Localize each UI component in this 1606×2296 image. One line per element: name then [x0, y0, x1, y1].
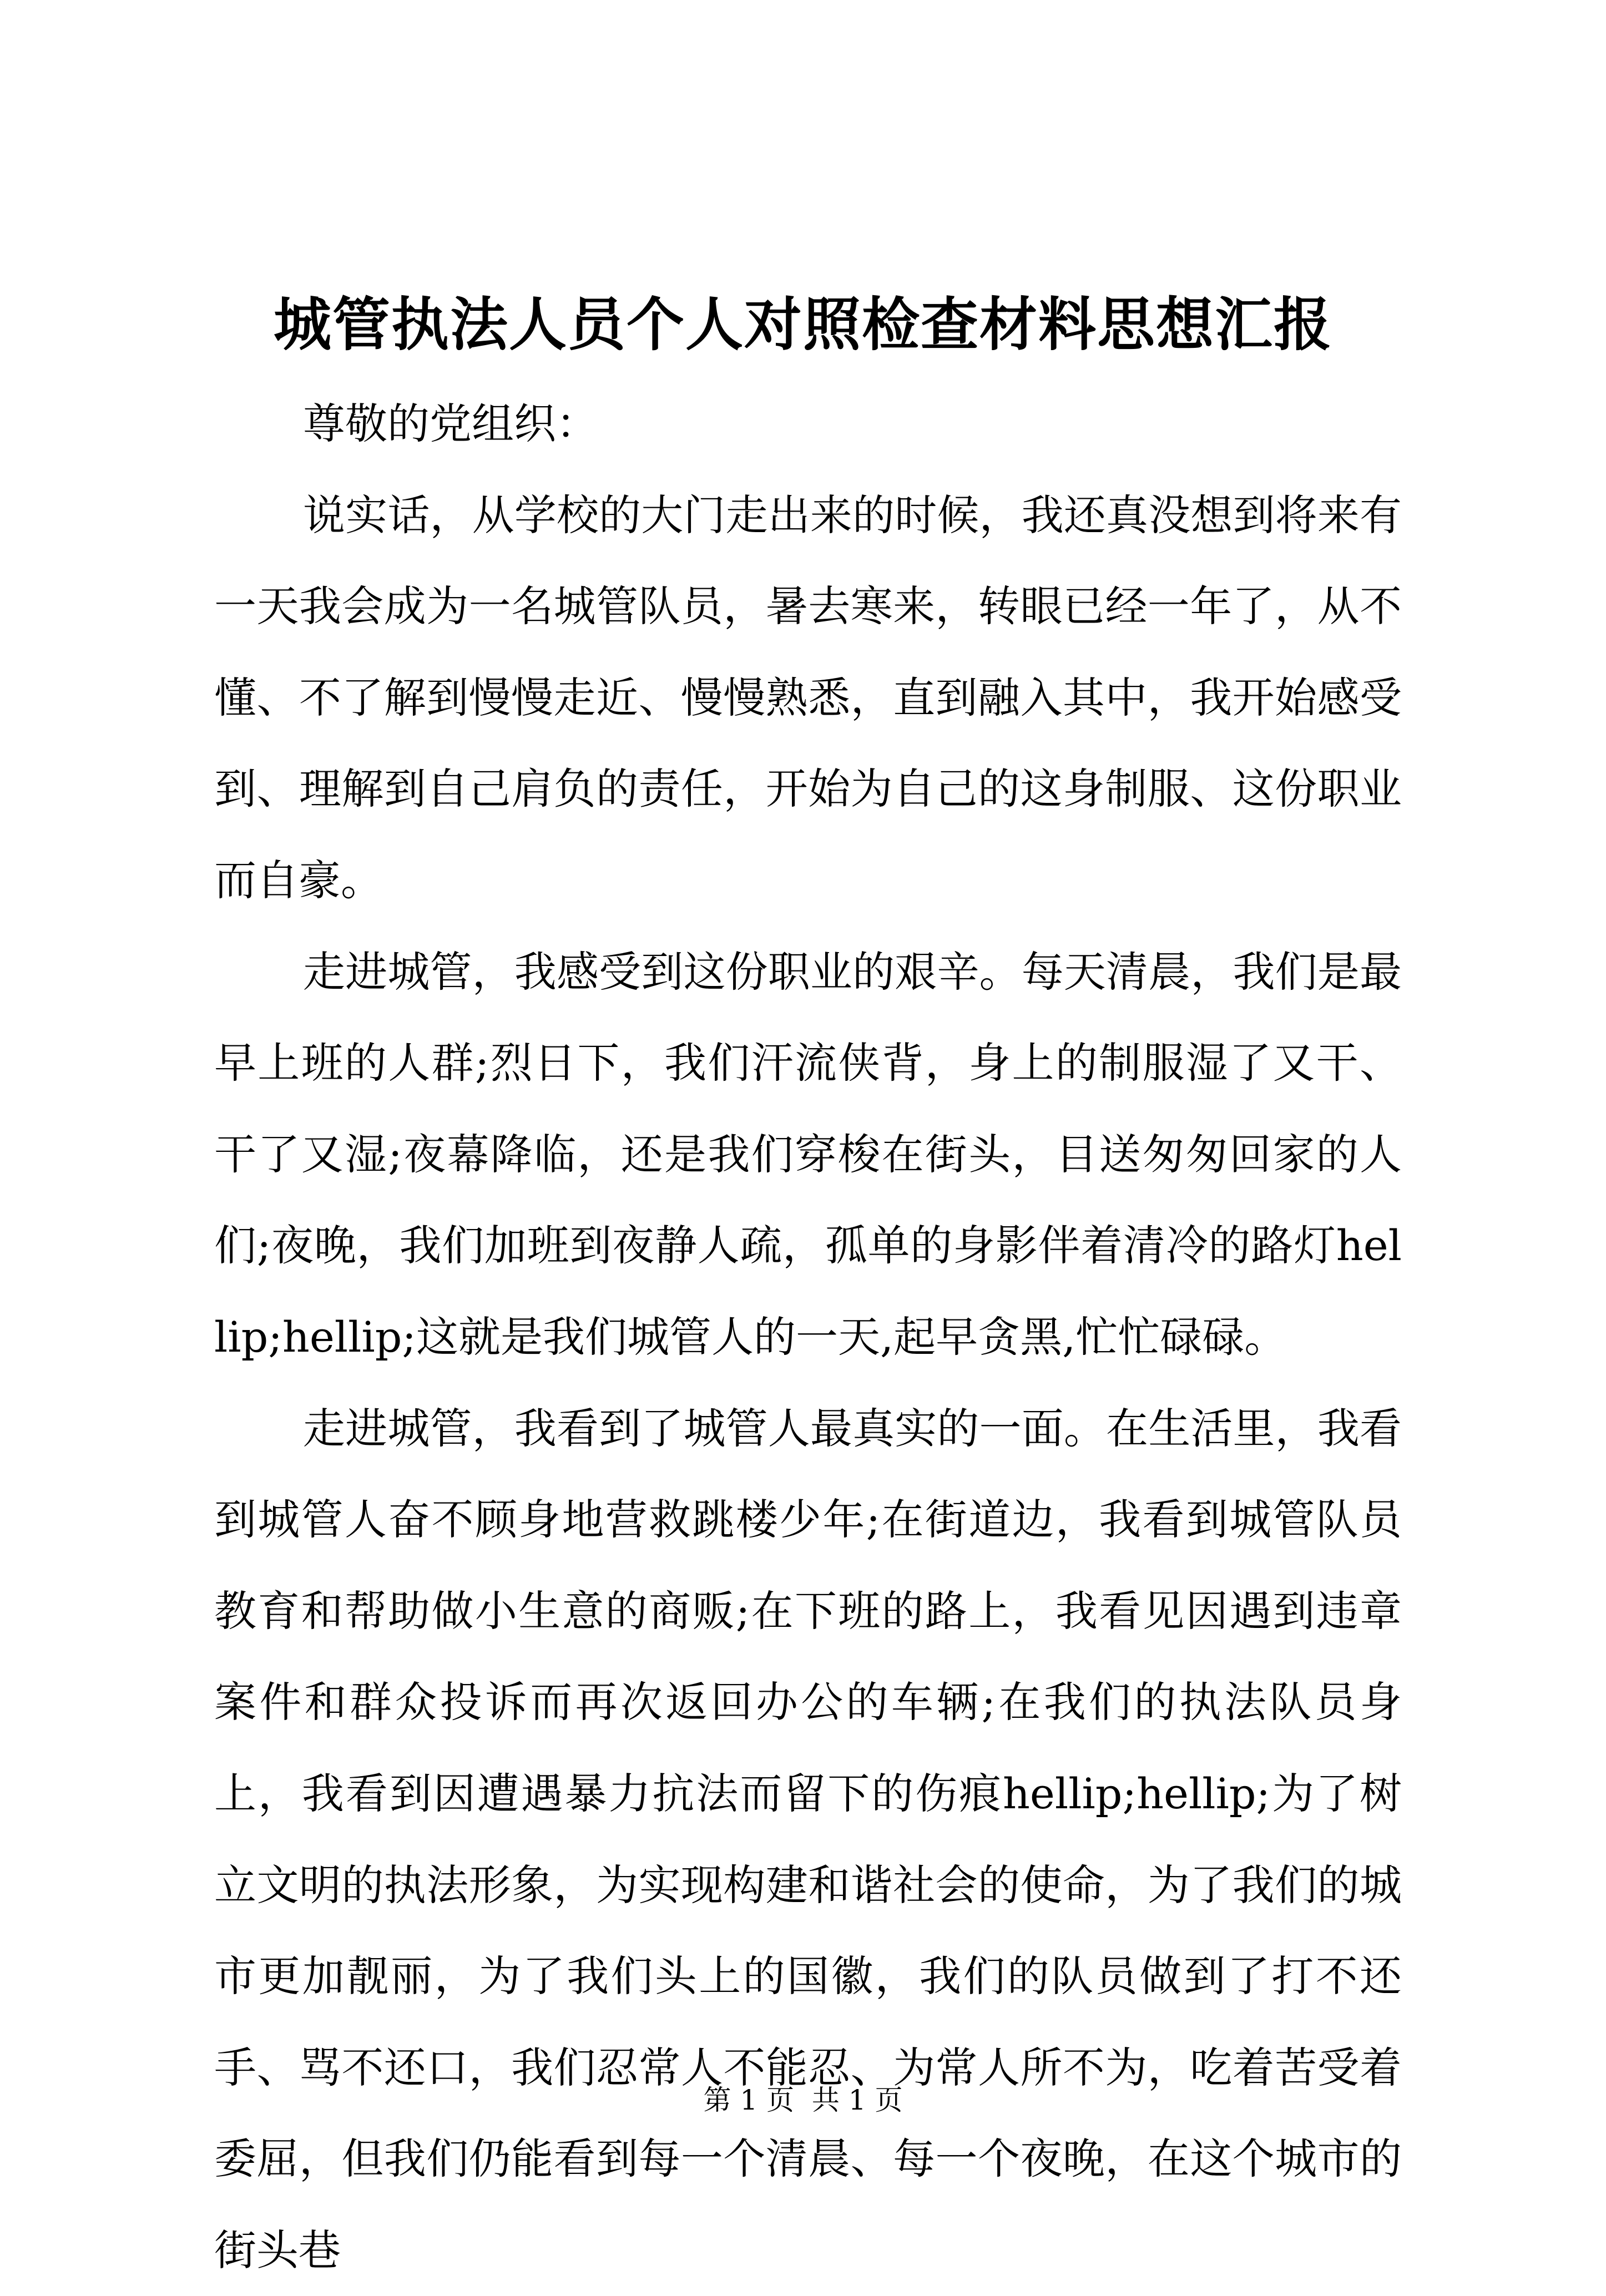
paragraph-2: 走进城管，我感受到这份职业的艰辛。每天清晨，我们是最早上班的人群;烈日下，我们汗流侠背，身上的制服湿了又干、干了又湿;夜幕降临，还是我们穿梭在街头，目送匆匆回家的人们;夜晚，我们加班到夜静人疏，孤单的身影伴着清冷的路灯hellip;hellip;这就是我们城管人的一天,起早贪黑,忙忙碌碌。	[214, 947, 1402, 1362]
paragraph-3: 走进城管，我看到了城管人最真实的一面。在生活里，我看到城管人奋不顾身地营救跳楼少年;在街道边，我看到城管队员教育和帮助做小生意的商贩;在下班的路上，我看见因遇到违章案件和群众投诉而再次返回办公的车辆;在我们的执法队员身上，我看到因遭遇暴力抗法而留下的伤痕hellip;hellip;为了树立文明的执法形象，为实现构建和谐社会的使命，为了我们的城市更加靓丽，为了我们头上的国徽，我们的队员做到了打不还手、骂不还口，我们忍常人不能忍、为常人所不为，吃着苦受着委屈，但我们仍能看到每一个清晨、每一个夜晚，在这个城市的街头巷	[214, 1403, 1402, 2275]
page-footer	[0, 2083, 1606, 2117]
page-number: 第 1 页 共 1 页	[703, 2084, 903, 2116]
document-title: 城管执法人员个人对照检查材料思想汇报	[273, 290, 1332, 358]
paragraph-1: 说实话，从学校的大门走出来的时候，我还真没想到将来有一天我会成为一名城管队员，暑去寒来，转眼已经一年了，从不懂、不了解到慢慢走近、慢慢熟悉，直到融入其中，我开始感受到、理解到自己肩负的责任，开始为自己的这身制服、这份职业而自豪。	[214, 490, 1402, 905]
document-body	[214, 378, 1402, 2296]
salutation: 尊敬的党组织：	[303, 399, 598, 448]
